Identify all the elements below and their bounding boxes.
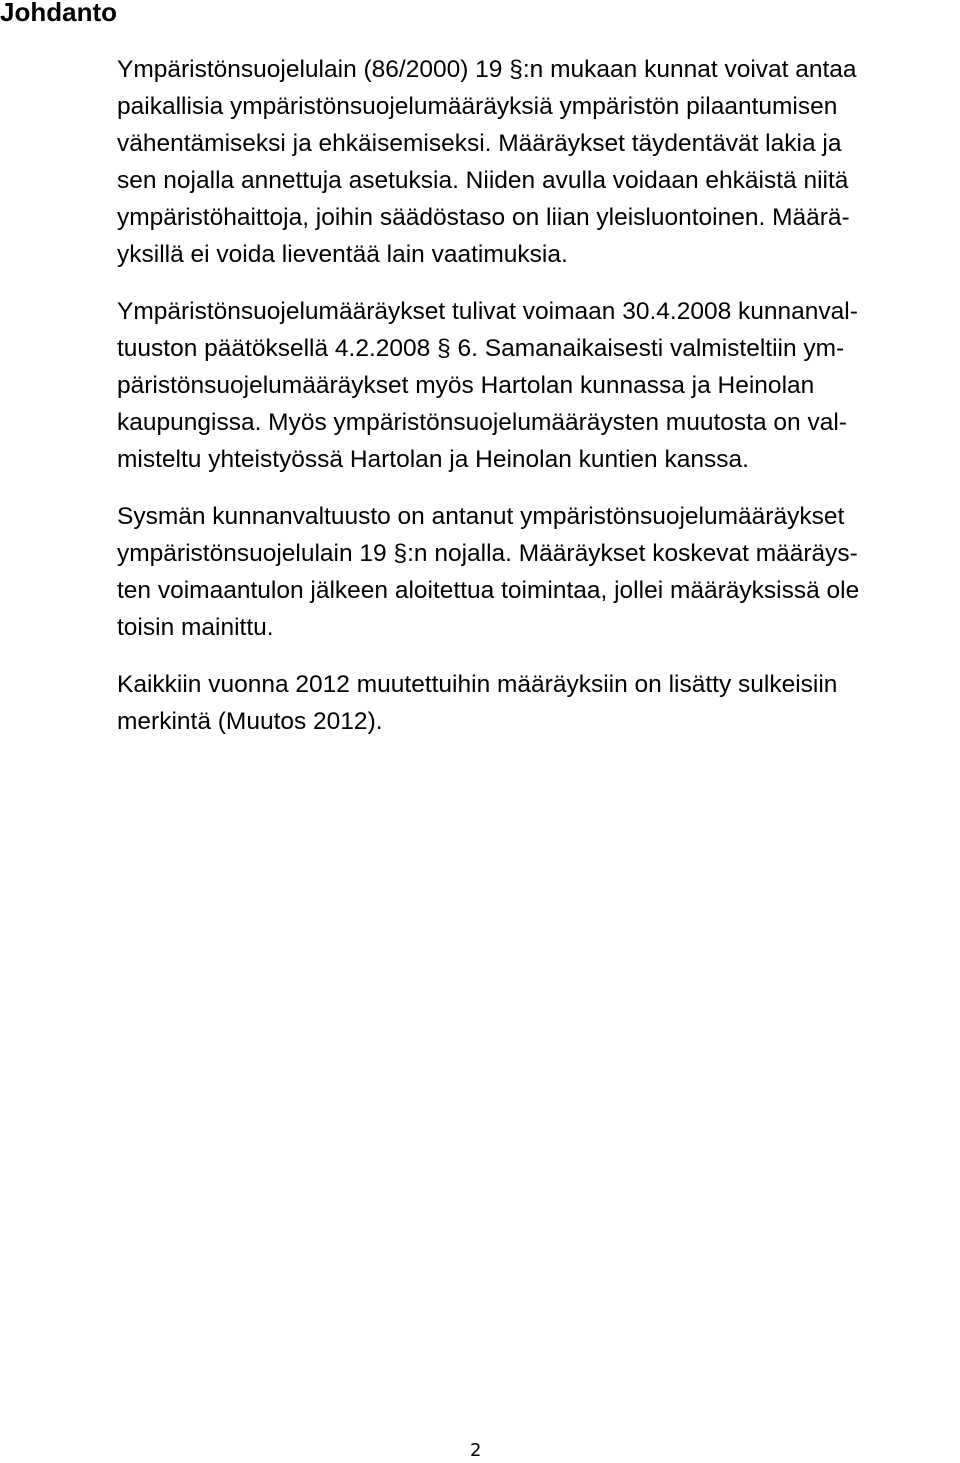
text-line: Ympäristönsuojelumääräykset tulivat voimaan 30.4.2008 kunnanval- [117, 298, 858, 325]
text-line: paikallisia ympäristönsuojelumääräyksiä ympäristön pilaantumisen [117, 93, 838, 120]
paragraph-legal-basis [117, 498, 960, 646]
text-line: tuuston päätöksellä 4.2.2008 § 6. Samanaikaisesti valmisteltiin ym- [117, 335, 845, 362]
page-number: 2 [470, 1440, 482, 1461]
text-line: Ympäristönsuojelulain (86/2000) 19 §:n mukaan kunnat voivat antaa [117, 56, 857, 83]
text-line: toisin mainittu. [117, 614, 274, 641]
text-line: ten voimaantulon jälkeen aloitettua toimintaa, jollei määräyksissä ole [117, 577, 860, 604]
text-line: sen nojalla annettuja asetuksia. Niiden avulla voidaan ehkäistä niitä [117, 167, 849, 194]
text-line: ympäristönsuojelulain 19 §:n nojalla. Määräykset koskevat määräys- [117, 540, 858, 567]
text-line: ympäristöhaittoja, joihin säädöstaso on liian yleisluontoinen. Määrä- [117, 204, 850, 231]
text-line: misteltu yhteistyössä Hartolan ja Heinolan kuntien kanssa. [117, 446, 749, 473]
body-text [117, 51, 960, 760]
section-heading: Johdanto [0, 0, 117, 27]
text-line: Sysmän kunnanvaltuusto on antanut ympäristönsuojelumääräykset [117, 503, 845, 530]
paragraph-entry-into-force [117, 293, 960, 478]
text-line: päristönsuojelumääräykset myös Hartolan kunnassa ja Heinolan [117, 372, 815, 399]
paragraph-amendments-2012 [117, 666, 960, 740]
paragraph-intro [117, 51, 960, 273]
text-line: yksillä ei voida lieventää lain vaatimuksia. [117, 241, 568, 268]
text-line: merkintä (Muutos 2012). [117, 708, 383, 735]
text-line: vähentämiseksi ja ehkäisemiseksi. Määräykset täydentävät lakia ja [117, 130, 842, 157]
text-line: kaupungissa. Myös ympäristönsuojelumääräysten muutosta on val- [117, 409, 847, 436]
text-line: Kaikkiin vuonna 2012 muutettuihin määräyksiin on lisätty sulkeisiin [117, 671, 838, 698]
